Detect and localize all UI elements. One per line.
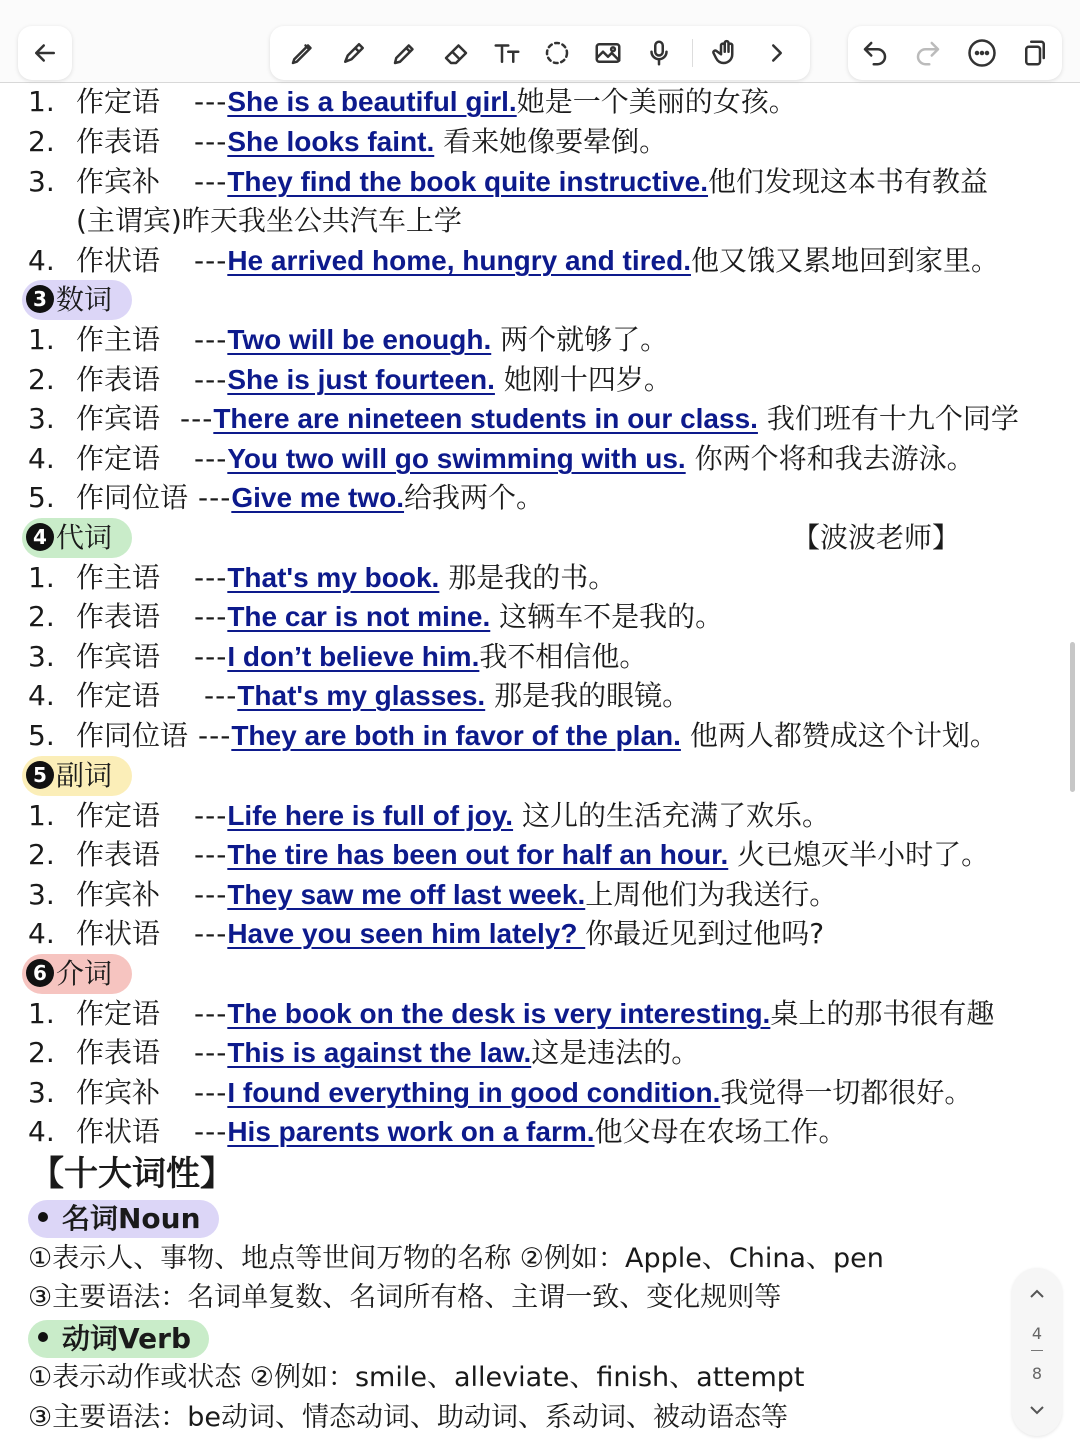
bullet-icon [38, 1212, 48, 1222]
list-item: 3. 作宾补 ---They saw me off last week.上周他们为我送行。 [28, 878, 838, 911]
noun-note-2: ③主要语法：名词单复数、名词所有格、主谓一致、变化规则等 [28, 1282, 782, 1313]
page-navigator [1012, 1268, 1062, 1436]
list-item: 1. 作主语 ---Two will be enough. 两个就够了。 [28, 323, 669, 356]
back-icon[interactable] [27, 35, 63, 71]
verb-note-2: ③主要语法：be动词、情态动词、助动词、系动词、被动语态等 [28, 1402, 788, 1433]
list-item-continuation: (主谓宾)昨天我坐公共汽车上学 [76, 204, 462, 237]
list-item: 1. 作定语 ---Life here is full of joy. 这儿的生活充满了欢乐。 [28, 799, 830, 832]
text-icon[interactable] [489, 35, 525, 71]
list-item: 1. 作主语 ---That's my book. 那是我的书。 [28, 561, 617, 594]
tag-noun: 名词Noun [28, 1200, 219, 1238]
toolbar [0, 0, 1080, 83]
section-header-pronoun: 4 代词 [22, 518, 132, 558]
bullet-icon [38, 1332, 48, 1342]
list-item: 4. 作定语 ---You two will go swimming with us. 你两个将和我去游泳。 [28, 442, 975, 475]
page-divider [1031, 1350, 1043, 1351]
list-item: 2. 作表语 ---She looks faint. 看来她像要晕倒。 [28, 125, 668, 158]
list-item: 5. 作同位语 ---Give me two.给我两个。 [28, 481, 545, 514]
pages-icon[interactable] [1017, 35, 1053, 71]
teacher-tag: 【波波老师】 [792, 521, 961, 554]
list-item: 2. 作表语 ---The car is not mine. 这辆车不是我的。 [28, 600, 724, 633]
back-button-container [18, 26, 72, 80]
list-item: 4. 作定语 ---That's my glasses. 那是我的眼镜。 [28, 679, 691, 712]
list-item: 1. 作定语 ---She is a beautiful girl.她是一个美丽的女孩。 [28, 85, 797, 118]
section-header-preposition: 6 介词 [22, 954, 132, 994]
image-icon[interactable] [590, 35, 626, 71]
list-item: 5. 作同位语 ---They are both in favor of the plan. 他两人都赞成这个计划。 [28, 719, 998, 752]
section-header-adverb: 5 副词 [22, 756, 132, 796]
list-item: 4. 作状语 ---Have you seen him lately? 你最近见到过他吗? [28, 917, 825, 950]
verb-note-1: ①表示动作或状态 ②例如：smile、alleviate、finish、attempt [28, 1362, 805, 1393]
lasso-icon[interactable] [539, 35, 575, 71]
list-item: 3. 作宾语 ---There are nineteen students in our class. 我们班有十九个同学 [28, 402, 1019, 435]
section-header-numeral: 3 数词 [22, 280, 132, 320]
pencil-icon[interactable] [387, 35, 423, 71]
current-page: 4 [1031, 1324, 1043, 1343]
chevron-right-icon[interactable] [759, 35, 795, 71]
pen-icon[interactable] [285, 35, 321, 71]
list-item: 2. 作表语 ---This is against the law.这是违法的。 [28, 1036, 700, 1069]
list-item: 3. 作宾语 ---I don’t believe him.我不相信他。 [28, 640, 648, 673]
eraser-icon[interactable] [438, 35, 474, 71]
page-up-icon[interactable] [1025, 1282, 1049, 1306]
list-item: 3. 作宾补 ---I found everything in good condition.我觉得一切都很好。 [28, 1076, 973, 1109]
list-item: 2. 作表语 ---She is just fourteen. 她刚十四岁。 [28, 363, 672, 396]
redo-icon[interactable] [910, 35, 946, 71]
page-down-icon[interactable] [1025, 1398, 1049, 1422]
toolbar-divider [692, 39, 693, 67]
section-title-ten-pos: 【十大词性】 [30, 1154, 234, 1194]
list-item: 4. 作状语 ---He arrived home, hungry and tired.他又饿又累地回到家里。 [28, 244, 999, 277]
hand-icon[interactable] [708, 35, 744, 71]
tag-verb: 动词Verb [28, 1320, 209, 1358]
list-item: 2. 作表语 ---The tire has been out for half an hour. 火已熄灭半小时了。 [28, 838, 990, 871]
action-group [848, 26, 1062, 80]
scrollbar[interactable] [1070, 642, 1075, 792]
list-item: 3. 作宾补 ---They find the book quite instructive.他们发现这本书有教益 [28, 165, 989, 198]
total-pages: 8 [1031, 1364, 1043, 1383]
tool-palette [270, 26, 810, 80]
highlighter-icon[interactable] [336, 35, 372, 71]
list-item: 1. 作定语 ---The book on the desk is very interesting.桌上的那书很有趣 [28, 997, 995, 1030]
more-icon[interactable] [964, 35, 1000, 71]
noun-note-1: ①表示人、事物、地点等世间万物的名称 ②例如：Apple、China、pen [28, 1243, 884, 1274]
list-item: 4. 作状语 ---His parents work on a farm.他父母在农场工作。 [28, 1115, 847, 1148]
undo-icon[interactable] [857, 35, 893, 71]
mic-icon[interactable] [641, 35, 677, 71]
